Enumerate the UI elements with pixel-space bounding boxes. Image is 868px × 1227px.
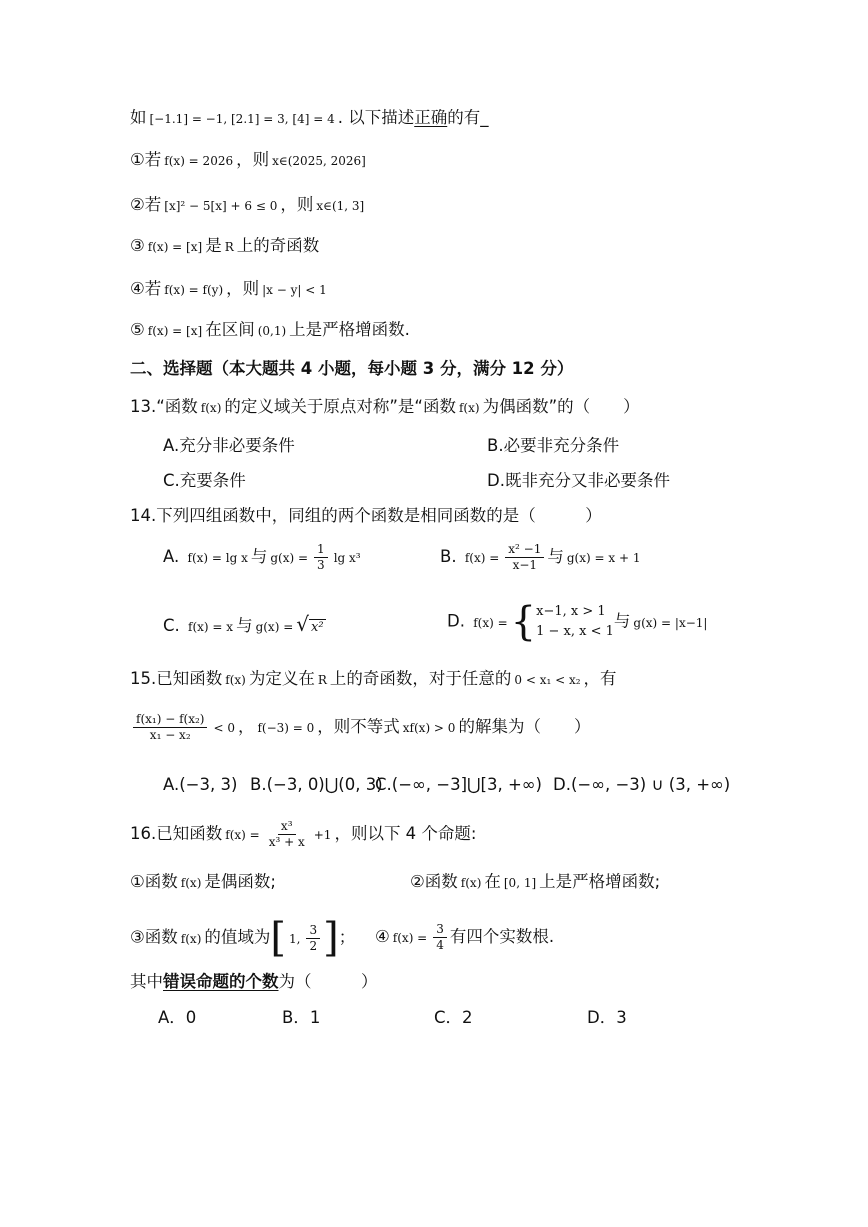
fraction-numerator: 3 bbox=[433, 922, 447, 938]
q14c-f: f(x) = x bbox=[188, 620, 234, 634]
left-brace-icon: { bbox=[510, 599, 537, 645]
emphasis-correct: 正确 bbox=[414, 108, 448, 127]
range-low: 1, bbox=[288, 931, 301, 946]
q16-text: 16.已知函数 bbox=[130, 824, 223, 843]
proposition-text: ②函数 bbox=[410, 872, 458, 891]
q16-proposition-2 bbox=[410, 870, 660, 895]
q15-option-a[interactable]: A.(−3, 3) bbox=[163, 775, 238, 794]
statement-text: 在区间 bbox=[205, 320, 255, 339]
q15-option-b[interactable]: B.(−3, 0)⋃(0, 3) bbox=[250, 775, 383, 794]
proposition-text: ④ bbox=[375, 927, 390, 946]
proposition-text: 的值域为 bbox=[204, 927, 271, 947]
statement-2 bbox=[130, 193, 367, 218]
fraction-denominator: x₁ − x₂ bbox=[149, 728, 191, 742]
question-15-stem bbox=[130, 667, 617, 692]
statement-number: ③ bbox=[130, 236, 145, 255]
statement-number: ④若 bbox=[130, 279, 162, 298]
q15-text: 15.已知函数 bbox=[130, 669, 223, 688]
intro-dot: . bbox=[337, 108, 343, 127]
fraction-numerator: x² −1 bbox=[505, 542, 544, 558]
q14b-with: 与 bbox=[547, 547, 564, 566]
answer-blank: _ bbox=[480, 108, 489, 127]
q14b-f: f(x) = bbox=[464, 551, 500, 565]
fraction-denominator: x−1 bbox=[512, 558, 538, 572]
q13-math: f(x) bbox=[200, 401, 222, 415]
q13-option-b[interactable]: B.必要非充分条件 bbox=[487, 436, 620, 455]
proposition-text: ③函数 bbox=[130, 927, 178, 947]
statement-number: ②若 bbox=[130, 195, 162, 214]
question-16-stem bbox=[130, 819, 476, 850]
section-heading: 二、选择题（本大题共 4 小题，每小题 3 分，满分 12 分） bbox=[130, 359, 574, 378]
intro-line bbox=[130, 106, 488, 131]
q15-math: < 0 bbox=[213, 721, 235, 735]
question-14-stem: 14.下列四组函数中，同组的两个函数是相同函数的是（ ） bbox=[130, 506, 602, 525]
p4-fraction bbox=[433, 922, 447, 953]
q15-text: 的解集为（ ） bbox=[458, 717, 591, 736]
q13-math: f(x) bbox=[458, 401, 480, 415]
q14d-f: f(x) = bbox=[473, 615, 508, 630]
proposition-text: ①函数 bbox=[130, 872, 178, 891]
fraction-denominator: 4 bbox=[436, 938, 444, 952]
q15-math: f(x) bbox=[225, 673, 246, 687]
q15-math: R bbox=[317, 673, 327, 687]
q15-math: 0 < x₁ < x₂ bbox=[514, 673, 581, 687]
statement-4 bbox=[130, 277, 330, 302]
proposition-math: f(x) = bbox=[392, 931, 428, 945]
option-label: C. bbox=[163, 616, 180, 635]
option-label: A. bbox=[163, 547, 180, 566]
intro-text: 以下描述 bbox=[348, 108, 415, 127]
q16-tail-text: 为（ ） bbox=[278, 972, 378, 991]
statement-text: ，则 bbox=[226, 279, 260, 298]
q14a-g: g(x) = bbox=[270, 551, 309, 565]
q16-fraction bbox=[266, 819, 308, 850]
proposition-math: f(x) bbox=[460, 876, 482, 890]
statement-text: ，则 bbox=[280, 195, 314, 214]
q14a-with: 与 bbox=[250, 547, 268, 566]
q16-tail-text: 其中 bbox=[130, 972, 163, 991]
statement-math: x∈(1, 3] bbox=[316, 199, 365, 213]
q15-text: 上的奇函数，对于任意的 bbox=[329, 669, 512, 688]
statement-text: 上是严格增函数. bbox=[289, 320, 410, 339]
case-1: x−1, x > 1 bbox=[536, 604, 606, 619]
q15-math: xf(x) > 0 bbox=[402, 721, 456, 735]
statement-number: ⑤ bbox=[130, 320, 145, 339]
statement-math: f(x) = [x] bbox=[147, 324, 203, 338]
right-bracket-icon: ] bbox=[323, 915, 339, 961]
statement-math: f(x) = 2026 bbox=[164, 154, 234, 168]
q16-question bbox=[130, 970, 378, 994]
q16-option-d[interactable]: D．3 bbox=[587, 1008, 627, 1027]
statement-math: f(x) = f(y) bbox=[164, 283, 224, 297]
q15-text: ，则不等式 bbox=[317, 717, 400, 736]
piecewise-cases bbox=[536, 602, 614, 642]
question-15-condition: $\frac{\text{f(x₁) − f(x₂)}}{\text{x₁ − x₂}}$ < 0 ， f(−3) = 0 ，则不等式 xf(x) > 0 的解集为（ ） bbox=[130, 712, 590, 743]
proposition-math: [0, 1] bbox=[503, 876, 537, 890]
q13-option-a[interactable]: A.充分非必要条件 bbox=[163, 436, 295, 455]
statement-5 bbox=[130, 318, 410, 343]
q16-math: f(x) = bbox=[225, 828, 260, 842]
statement-math: (0,1) bbox=[257, 324, 287, 338]
q16-option-b[interactable]: B．1 bbox=[282, 1008, 321, 1027]
proposition-text: 上是严格增函数; bbox=[539, 872, 661, 891]
q14a-tail: lg x³ bbox=[333, 551, 361, 565]
q15-option-c[interactable]: C.(−∞, −3]⋃[3, +∞) bbox=[375, 775, 542, 794]
q16-math: +1 bbox=[313, 828, 332, 842]
q14a-f: f(x) = lg x bbox=[187, 551, 248, 565]
q13-option-d[interactable]: D.既非充分又非必要条件 bbox=[487, 471, 670, 490]
statement-math: [x]² − 5[x] + 6 ≤ 0 bbox=[164, 199, 278, 213]
radicand: x² bbox=[311, 620, 324, 635]
q14-option-c[interactable] bbox=[163, 612, 326, 640]
q14-option-a[interactable] bbox=[163, 542, 364, 573]
q13-text: 的定义域关于原点对称”是“函数 bbox=[224, 397, 456, 416]
q16-proposition-1 bbox=[130, 870, 276, 895]
case-2: 1 − x, x < 1 bbox=[536, 624, 614, 639]
statement-1 bbox=[130, 148, 369, 173]
q14b-fraction bbox=[505, 542, 544, 573]
statement-text: ，则 bbox=[236, 150, 270, 169]
sqrt-icon: √ bbox=[296, 612, 309, 636]
proposition-text: ； bbox=[338, 927, 356, 947]
statement-text: 是 bbox=[205, 236, 222, 255]
fraction-numerator: 1 bbox=[314, 542, 328, 558]
q14d-g: g(x) = |x−1| bbox=[633, 615, 708, 630]
statement-math: |x − y| < 1 bbox=[262, 283, 327, 297]
statement-number: ①若 bbox=[130, 150, 162, 169]
q16-proposition-3 bbox=[130, 915, 356, 961]
statement-math: x∈(2025, 2026] bbox=[272, 154, 366, 168]
proposition-text: 是偶函数; bbox=[204, 872, 276, 891]
fraction-numerator: f(x₁) − f(x₂) bbox=[133, 712, 207, 728]
q14a-fraction bbox=[314, 542, 328, 573]
proposition-text: 有四个实数根. bbox=[449, 927, 555, 946]
q14-option-b[interactable] bbox=[440, 542, 643, 573]
option-label: D. bbox=[447, 611, 465, 631]
proposition-math: f(x) bbox=[180, 931, 202, 946]
bracket-examples: [−1.1] = −1, [2.1] = 3, [4] = 4 bbox=[149, 112, 335, 126]
emphasis-wrong-count: 错误命题的个数 bbox=[163, 972, 279, 991]
q16-proposition-4 bbox=[375, 922, 554, 953]
q16-option-c[interactable]: C．2 bbox=[434, 1008, 473, 1027]
statement-text: 上的奇函数 bbox=[236, 236, 320, 255]
statement-3 bbox=[130, 234, 319, 259]
q14d-with: 与 bbox=[613, 611, 631, 631]
proposition-text: 在 bbox=[484, 872, 501, 891]
q15-fraction bbox=[133, 712, 207, 743]
q13-text: 为偶函数”的（ ） bbox=[482, 397, 640, 416]
q15-math: f(−3) = 0 bbox=[257, 721, 315, 735]
q14c-g: g(x) = bbox=[255, 620, 294, 634]
fraction-denominator: 3 bbox=[317, 558, 325, 572]
intro-prefix: 如 bbox=[130, 108, 147, 127]
q16-option-a[interactable]: A．0 bbox=[158, 1008, 197, 1027]
fraction-numerator: 3 bbox=[306, 923, 320, 939]
q14-option-d[interactable] bbox=[447, 599, 710, 645]
question-13-stem bbox=[130, 395, 640, 420]
fraction-denominator: x³ + x bbox=[268, 835, 305, 849]
intro-text-2: 的有 bbox=[447, 108, 481, 127]
fraction-denominator: 2 bbox=[309, 938, 318, 953]
proposition-math: f(x) bbox=[180, 876, 202, 890]
left-bracket-icon: [ bbox=[270, 915, 286, 961]
statement-math: R bbox=[224, 240, 234, 254]
q14b-g: g(x) = x + 1 bbox=[566, 551, 641, 565]
option-label: B. bbox=[440, 547, 457, 566]
statement-math: f(x) = [x] bbox=[147, 240, 203, 254]
q14c-with: 与 bbox=[236, 616, 253, 635]
q13-text: 13.“函数 bbox=[130, 397, 198, 416]
q15-text: ，有 bbox=[583, 669, 617, 688]
q15-option-d[interactable]: D.(−∞, −3) ∪ (3, +∞) bbox=[553, 775, 731, 794]
range-fraction bbox=[306, 923, 320, 954]
q15-text: 为定义在 bbox=[248, 669, 315, 688]
q13-option-c[interactable]: C.充要条件 bbox=[163, 471, 246, 490]
fraction-numerator: x³ bbox=[278, 819, 296, 835]
q16-text: ，则以下 4 个命题: bbox=[334, 824, 477, 843]
